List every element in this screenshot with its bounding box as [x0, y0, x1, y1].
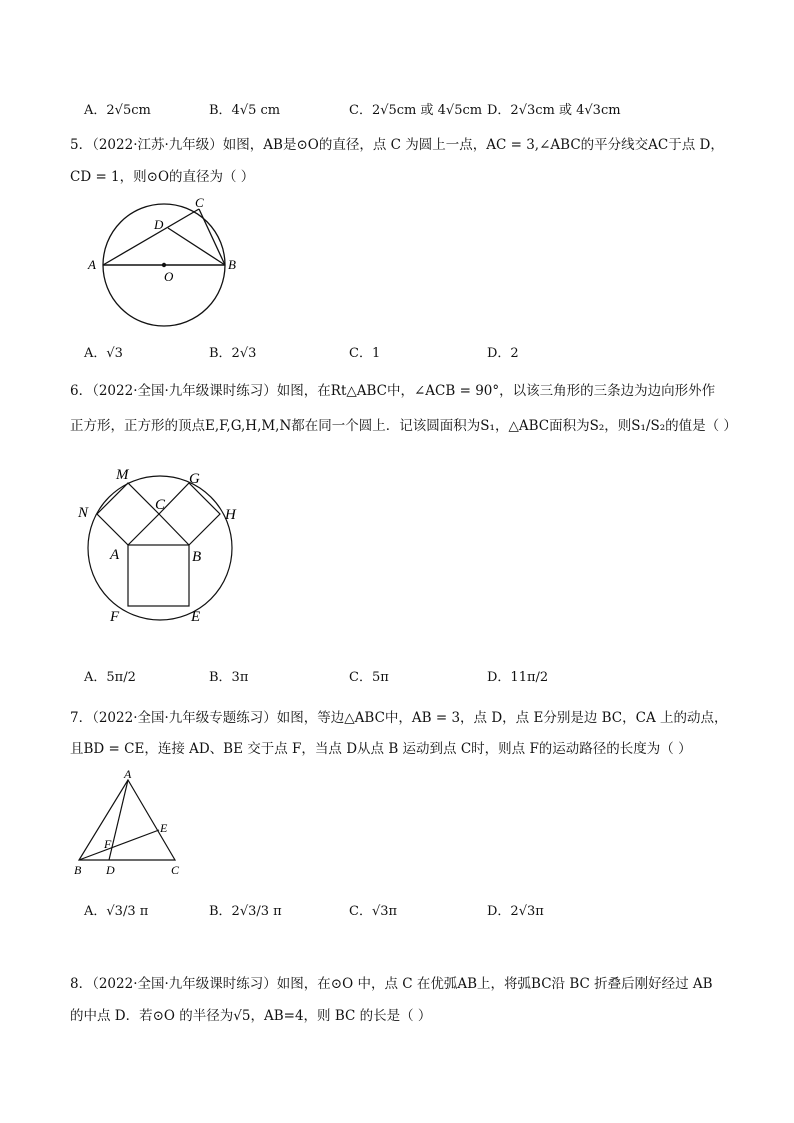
label-c: C: [171, 863, 180, 877]
label-c: C: [155, 497, 166, 513]
q7-text-line2: 且BD = CE，连接 AD、BE 交于点 F，当点 D从点 B 运动到点 C时，则点 F的运动路径的长度为（ ）: [70, 741, 692, 757]
q5-option-c: C．1: [349, 346, 381, 361]
label-h: H: [225, 507, 236, 523]
label-e: E: [160, 821, 168, 835]
label-a: A: [124, 768, 132, 781]
q8-text-line1: 8．（2022·全国·九年级课时练习）如图，在⊙O 中，点 C 在优弧AB上，将弧BC沿 BC 折叠后刚好经过 AB: [70, 976, 713, 992]
label-m: M: [116, 467, 129, 483]
label-e: E: [191, 609, 201, 625]
label-f: F: [104, 837, 112, 851]
q5-option-d: D．2: [487, 346, 519, 361]
label-n: N: [78, 505, 89, 521]
q6-option-c: C．5π: [349, 670, 389, 685]
label-g: G: [189, 471, 200, 487]
segment-be: [79, 830, 159, 860]
q7-text-line1: 7．（2022·全国·九年级专题练习）如图，等边△ABC中，AB = 3，点 D，点 E分别是边 BC，CA 上的动点，: [70, 710, 728, 726]
label-b: B: [74, 863, 82, 877]
q4-option-d: D．2√3cm 或 4√3cm: [487, 103, 621, 118]
center-point: [162, 263, 166, 267]
q5-text-line1: 5．（2022·江苏·九年级）如图，AB是⊙O的直径，点 C 为圆上一点，AC = 3,∠ABC的平分线交AC于点 D，: [70, 137, 724, 153]
q5-option-a: A．√3: [84, 346, 123, 361]
q4-option-b: B．4√5 cm: [209, 103, 281, 118]
square-bcgh: [159, 483, 220, 545]
label-a: A: [110, 547, 120, 563]
q4-option-c: C．2√5cm 或 4√5cm: [349, 103, 483, 118]
square-acmn: [97, 483, 159, 545]
q7-option-b: B．2√3/3 π: [209, 904, 282, 919]
q6-option-d: D．11π/2: [487, 670, 549, 685]
q6-option-b: B．3π: [209, 670, 249, 685]
q4-option-a: A．2√5cm: [84, 103, 151, 118]
q5-text-line2: CD = 1，则⊙O的直径为（ ）: [70, 169, 255, 185]
side-cb: [159, 514, 189, 545]
label-o: O: [164, 269, 174, 284]
label-d: D: [106, 863, 115, 877]
label-c: C: [195, 195, 204, 210]
label-a: A: [88, 257, 96, 272]
q7-option-a: A．√3/3 π: [84, 904, 149, 919]
label-d: D: [154, 217, 164, 232]
q8-text-line2: 的中点 D．若⊙O 的半径为√5，AB=4，则 BC 的长是（ ）: [70, 1008, 432, 1024]
q6-text-line1: 6．（2022·全国·九年级课时练习）如图，在Rt△ABC中，∠ACB = 90°，以该三角形的三条边为边向形外作: [70, 383, 716, 399]
q5-figure: [85, 195, 245, 330]
q7-option-c: C．√3π: [349, 904, 398, 919]
q7-figure: [70, 768, 190, 880]
q7-option-d: D．2√3π: [487, 904, 544, 919]
triangle-abc: [79, 780, 175, 860]
square-abef: [128, 545, 189, 606]
side-ac: [128, 514, 159, 545]
label-b: B: [228, 257, 236, 272]
q6-option-a: A．5π/2: [84, 670, 136, 685]
chord-ac: [103, 209, 199, 265]
q5-option-b: B．2√3: [209, 346, 257, 361]
label-f: F: [110, 609, 120, 625]
q6-text-line2: 正方形，正方形的顶点E,F,G,H,M,N都在同一个圆上．记该圆面积为S₁，△ABC面积为S₂，则S₁/S₂的值是（ ）: [70, 418, 737, 434]
q6-figure: [70, 455, 260, 630]
label-b: B: [192, 549, 202, 565]
